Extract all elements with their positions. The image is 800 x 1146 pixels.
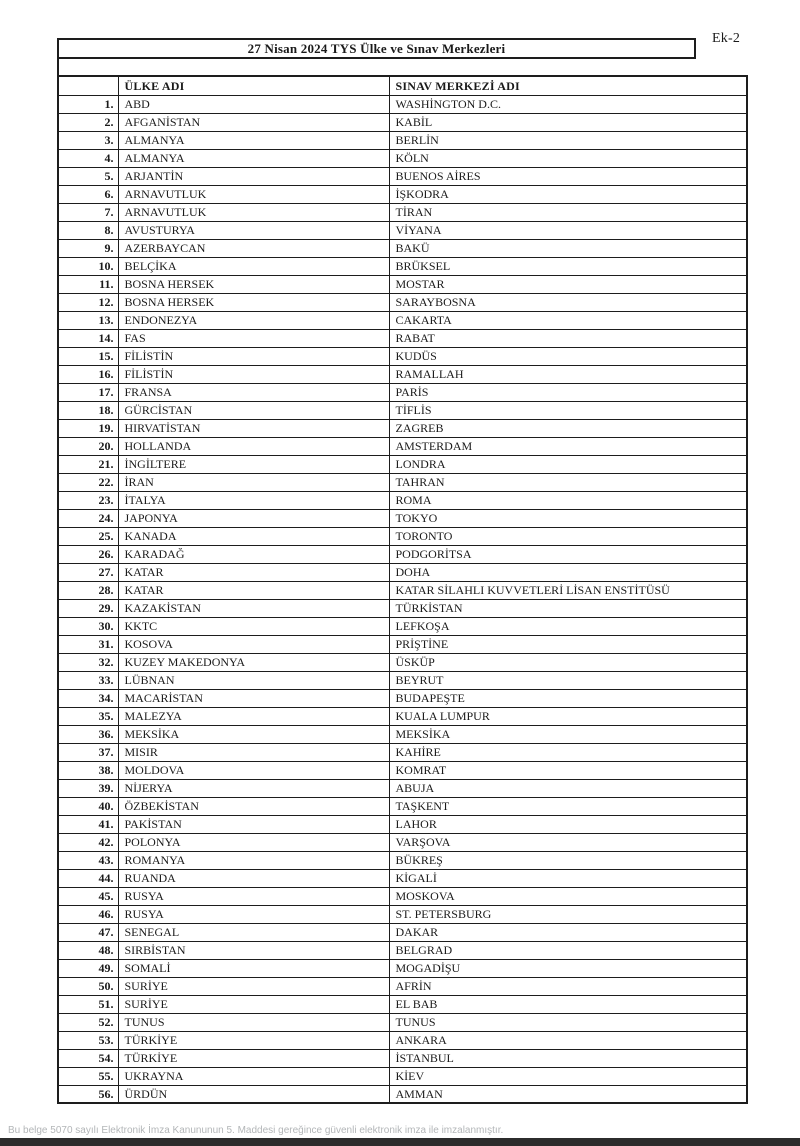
table-row (58, 743, 747, 761)
bottom-bar (0, 1138, 800, 1146)
row-number: 11. (58, 275, 118, 293)
country-cell: ARNAVUTLUK (118, 203, 389, 221)
row-number: 19. (58, 419, 118, 437)
row-number: 34. (58, 689, 118, 707)
country-cell: MACARİSTAN (118, 689, 389, 707)
country-cell: KANADA (118, 527, 389, 545)
row-number: 44. (58, 869, 118, 887)
country-cell: FAS (118, 329, 389, 347)
table-row (58, 221, 747, 239)
country-cell: SENEGAL (118, 923, 389, 941)
table-row (58, 509, 747, 527)
row-number: 49. (58, 959, 118, 977)
table-row (58, 473, 747, 491)
table-row (58, 671, 747, 689)
document-page (57, 38, 748, 1104)
row-number: 48. (58, 941, 118, 959)
row-number: 37. (58, 743, 118, 761)
country-cell: MISIR (118, 743, 389, 761)
exam-center-cell: BERLİN (389, 131, 747, 149)
title-table-gap (57, 59, 696, 75)
row-number: 3. (58, 131, 118, 149)
country-cell: KUZEY MAKEDONYA (118, 653, 389, 671)
exam-center-cell: DOHA (389, 563, 747, 581)
table-row (58, 383, 747, 401)
country-cell: TÜRKİYE (118, 1049, 389, 1067)
exam-center-cell: TİRAN (389, 203, 747, 221)
row-number: 47. (58, 923, 118, 941)
country-cell: AFGANİSTAN (118, 113, 389, 131)
country-cell: NİJERYA (118, 779, 389, 797)
row-number: 25. (58, 527, 118, 545)
column-header-country: ÜLKE ADI (118, 76, 389, 95)
table-row (58, 815, 747, 833)
exam-center-cell: ABUJA (389, 779, 747, 797)
row-number: 5. (58, 167, 118, 185)
table-row (58, 833, 747, 851)
country-cell: ABD (118, 95, 389, 113)
row-number: 9. (58, 239, 118, 257)
row-number: 42. (58, 833, 118, 851)
table-row (58, 995, 747, 1013)
row-number: 41. (58, 815, 118, 833)
exam-center-cell: KOMRAT (389, 761, 747, 779)
row-number: 1. (58, 95, 118, 113)
exam-center-cell: KUDÜS (389, 347, 747, 365)
table-row (58, 1013, 747, 1031)
exam-center-cell: SARAYBOSNA (389, 293, 747, 311)
table-row (58, 887, 747, 905)
row-number: 20. (58, 437, 118, 455)
table-row (58, 293, 747, 311)
table-row (58, 491, 747, 509)
country-cell: LÜBNAN (118, 671, 389, 689)
exam-centers-table (57, 75, 748, 1104)
country-cell: SURİYE (118, 995, 389, 1013)
row-number: 50. (58, 977, 118, 995)
exam-center-cell: PARİS (389, 383, 747, 401)
annex-label: Ek-2 (712, 31, 741, 46)
exam-center-cell: BRÜKSEL (389, 257, 747, 275)
table-row (58, 1049, 747, 1067)
row-number: 27. (58, 563, 118, 581)
row-number: 30. (58, 617, 118, 635)
table-row (58, 257, 747, 275)
row-number: 46. (58, 905, 118, 923)
country-cell: RUSYA (118, 905, 389, 923)
country-cell: ROMANYA (118, 851, 389, 869)
table-row (58, 239, 747, 257)
table-row (58, 617, 747, 635)
table-header-row (58, 76, 747, 95)
country-cell: ÜRDÜN (118, 1085, 389, 1103)
row-number: 40. (58, 797, 118, 815)
row-number: 4. (58, 149, 118, 167)
country-cell: ENDONEZYA (118, 311, 389, 329)
country-cell: ARJANTİN (118, 167, 389, 185)
table-row (58, 635, 747, 653)
row-number: 26. (58, 545, 118, 563)
row-number: 23. (58, 491, 118, 509)
table-row (58, 1031, 747, 1049)
country-cell: HOLLANDA (118, 437, 389, 455)
exam-center-cell: KATAR SİLAHLI KUVVETLERİ LİSAN ENSTİTÜSÜ (389, 581, 747, 599)
row-number: 35. (58, 707, 118, 725)
country-cell: TUNUS (118, 1013, 389, 1031)
column-header-exam-center: SINAV MERKEZİ ADI (389, 76, 747, 95)
table-row (58, 581, 747, 599)
exam-center-cell: MOGADİŞU (389, 959, 747, 977)
row-number: 33. (58, 671, 118, 689)
row-number: 55. (58, 1067, 118, 1085)
country-cell: UKRAYNA (118, 1067, 389, 1085)
table-row (58, 653, 747, 671)
table-row (58, 149, 747, 167)
exam-center-cell: BEYRUT (389, 671, 747, 689)
country-cell: ALMANYA (118, 149, 389, 167)
exam-center-cell: AFRİN (389, 977, 747, 995)
table-row (58, 185, 747, 203)
exam-center-cell: TOKYO (389, 509, 747, 527)
row-number: 8. (58, 221, 118, 239)
country-cell: MALEZYA (118, 707, 389, 725)
country-cell: BELÇİKA (118, 257, 389, 275)
country-cell: KATAR (118, 581, 389, 599)
country-cell: BOSNA HERSEK (118, 275, 389, 293)
exam-center-cell: KÖLN (389, 149, 747, 167)
table-row (58, 797, 747, 815)
row-number: 43. (58, 851, 118, 869)
row-number: 7. (58, 203, 118, 221)
exam-center-cell: BAKÜ (389, 239, 747, 257)
table-row (58, 203, 747, 221)
country-cell: ÖZBEKİSTAN (118, 797, 389, 815)
exam-center-cell: İSTANBUL (389, 1049, 747, 1067)
table-row (58, 707, 747, 725)
exam-center-cell: TORONTO (389, 527, 747, 545)
country-cell: MOLDOVA (118, 761, 389, 779)
exam-center-cell: EL BAB (389, 995, 747, 1013)
exam-center-cell: LAHOR (389, 815, 747, 833)
document-title: 27 Nisan 2024 TYS Ülke ve Sınav Merkezleri (57, 38, 696, 59)
country-cell: PAKİSTAN (118, 815, 389, 833)
exam-center-cell: BÜKREŞ (389, 851, 747, 869)
country-cell: KOSOVA (118, 635, 389, 653)
country-cell: AZERBAYCAN (118, 239, 389, 257)
row-number: 21. (58, 455, 118, 473)
exam-center-cell: ANKARA (389, 1031, 747, 1049)
table-row (58, 455, 747, 473)
country-cell: TÜRKİYE (118, 1031, 389, 1049)
row-number: 24. (58, 509, 118, 527)
row-number: 39. (58, 779, 118, 797)
country-cell: FRANSA (118, 383, 389, 401)
electronic-signature-note: Bu belge 5070 sayılı Elektronik İmza Kanununun 5. Maddesi gereğince güvenli elektronik imza ile imzalanmıştır. (8, 1125, 504, 1136)
row-number: 38. (58, 761, 118, 779)
exam-center-cell: CAKARTA (389, 311, 747, 329)
exam-center-cell: DAKAR (389, 923, 747, 941)
table-row (58, 851, 747, 869)
country-cell: POLONYA (118, 833, 389, 851)
exam-center-cell: PODGORİTSA (389, 545, 747, 563)
row-number: 16. (58, 365, 118, 383)
country-cell: İTALYA (118, 491, 389, 509)
exam-center-cell: TAŞKENT (389, 797, 747, 815)
exam-center-cell: AMMAN (389, 1085, 747, 1103)
row-number: 31. (58, 635, 118, 653)
row-number: 56. (58, 1085, 118, 1103)
table-row (58, 779, 747, 797)
exam-center-cell: TÜRKİSTAN (389, 599, 747, 617)
exam-center-cell: WASHİNGTON D.C. (389, 95, 747, 113)
country-cell: HIRVATİSTAN (118, 419, 389, 437)
exam-center-cell: VARŞOVA (389, 833, 747, 851)
table-row (58, 923, 747, 941)
table-row (58, 365, 747, 383)
row-number: 32. (58, 653, 118, 671)
country-cell: RUSYA (118, 887, 389, 905)
exam-center-cell: KUALA LUMPUR (389, 707, 747, 725)
table-row (58, 599, 747, 617)
row-number: 17. (58, 383, 118, 401)
exam-center-cell: TİFLİS (389, 401, 747, 419)
exam-center-cell: MOSTAR (389, 275, 747, 293)
row-number: 12. (58, 293, 118, 311)
row-number: 2. (58, 113, 118, 131)
table-row (58, 275, 747, 293)
exam-center-cell: ROMA (389, 491, 747, 509)
country-cell: SOMALİ (118, 959, 389, 977)
table-row (58, 869, 747, 887)
country-cell: RUANDA (118, 869, 389, 887)
table-row (58, 977, 747, 995)
row-number: 18. (58, 401, 118, 419)
table-row (58, 167, 747, 185)
table-row (58, 113, 747, 131)
table-row (58, 311, 747, 329)
country-cell: İNGİLTERE (118, 455, 389, 473)
exam-center-cell: BUDAPEŞTE (389, 689, 747, 707)
table-row (58, 941, 747, 959)
table-row (58, 437, 747, 455)
country-cell: AVUSTURYA (118, 221, 389, 239)
exam-center-cell: TUNUS (389, 1013, 747, 1031)
table-body (58, 95, 747, 1103)
table-row (58, 401, 747, 419)
row-number: 45. (58, 887, 118, 905)
table-row (58, 959, 747, 977)
country-cell: ALMANYA (118, 131, 389, 149)
table-row (58, 689, 747, 707)
table-row (58, 95, 747, 113)
exam-center-cell: ST. PETERSBURG (389, 905, 747, 923)
country-cell: İRAN (118, 473, 389, 491)
row-number: 13. (58, 311, 118, 329)
table-row (58, 131, 747, 149)
exam-center-cell: KİGALİ (389, 869, 747, 887)
exam-center-cell: AMSTERDAM (389, 437, 747, 455)
row-number: 53. (58, 1031, 118, 1049)
row-number: 28. (58, 581, 118, 599)
country-cell: BOSNA HERSEK (118, 293, 389, 311)
exam-center-cell: PRİŞTİNE (389, 635, 747, 653)
row-number: 10. (58, 257, 118, 275)
table-row (58, 545, 747, 563)
table-row (58, 329, 747, 347)
country-cell: ARNAVUTLUK (118, 185, 389, 203)
row-number: 51. (58, 995, 118, 1013)
row-number: 22. (58, 473, 118, 491)
country-cell: SURİYE (118, 977, 389, 995)
row-number: 36. (58, 725, 118, 743)
exam-center-cell: LEFKOŞA (389, 617, 747, 635)
row-number: 14. (58, 329, 118, 347)
exam-center-cell: ZAGREB (389, 419, 747, 437)
row-number: 29. (58, 599, 118, 617)
table-row (58, 419, 747, 437)
country-cell: FİLİSTİN (118, 347, 389, 365)
exam-center-cell: KİEV (389, 1067, 747, 1085)
country-cell: KKTC (118, 617, 389, 635)
column-header-number (58, 76, 118, 95)
table-row (58, 905, 747, 923)
exam-center-cell: KABİL (389, 113, 747, 131)
row-number: 15. (58, 347, 118, 365)
exam-center-cell: BELGRAD (389, 941, 747, 959)
table-row (58, 527, 747, 545)
exam-center-cell: RAMALLAH (389, 365, 747, 383)
exam-center-cell: MEKSİKA (389, 725, 747, 743)
country-cell: GÜRCİSTAN (118, 401, 389, 419)
exam-center-cell: BUENOS AİRES (389, 167, 747, 185)
table-row (58, 563, 747, 581)
country-cell: KATAR (118, 563, 389, 581)
exam-center-cell: İŞKODRA (389, 185, 747, 203)
exam-center-cell: VİYANA (389, 221, 747, 239)
exam-center-cell: LONDRA (389, 455, 747, 473)
country-cell: KAZAKİSTAN (118, 599, 389, 617)
table-row (58, 1085, 747, 1103)
exam-center-cell: ÜSKÜP (389, 653, 747, 671)
exam-center-cell: RABAT (389, 329, 747, 347)
exam-center-cell: MOSKOVA (389, 887, 747, 905)
country-cell: JAPONYA (118, 509, 389, 527)
table-row (58, 1067, 747, 1085)
exam-center-cell: TAHRAN (389, 473, 747, 491)
country-cell: FİLİSTİN (118, 365, 389, 383)
country-cell: SIRBİSTAN (118, 941, 389, 959)
country-cell: MEKSİKA (118, 725, 389, 743)
row-number: 52. (58, 1013, 118, 1031)
row-number: 54. (58, 1049, 118, 1067)
table-row (58, 347, 747, 365)
country-cell: KARADAĞ (118, 545, 389, 563)
table-row (58, 761, 747, 779)
exam-center-cell: KAHİRE (389, 743, 747, 761)
table-row (58, 725, 747, 743)
row-number: 6. (58, 185, 118, 203)
